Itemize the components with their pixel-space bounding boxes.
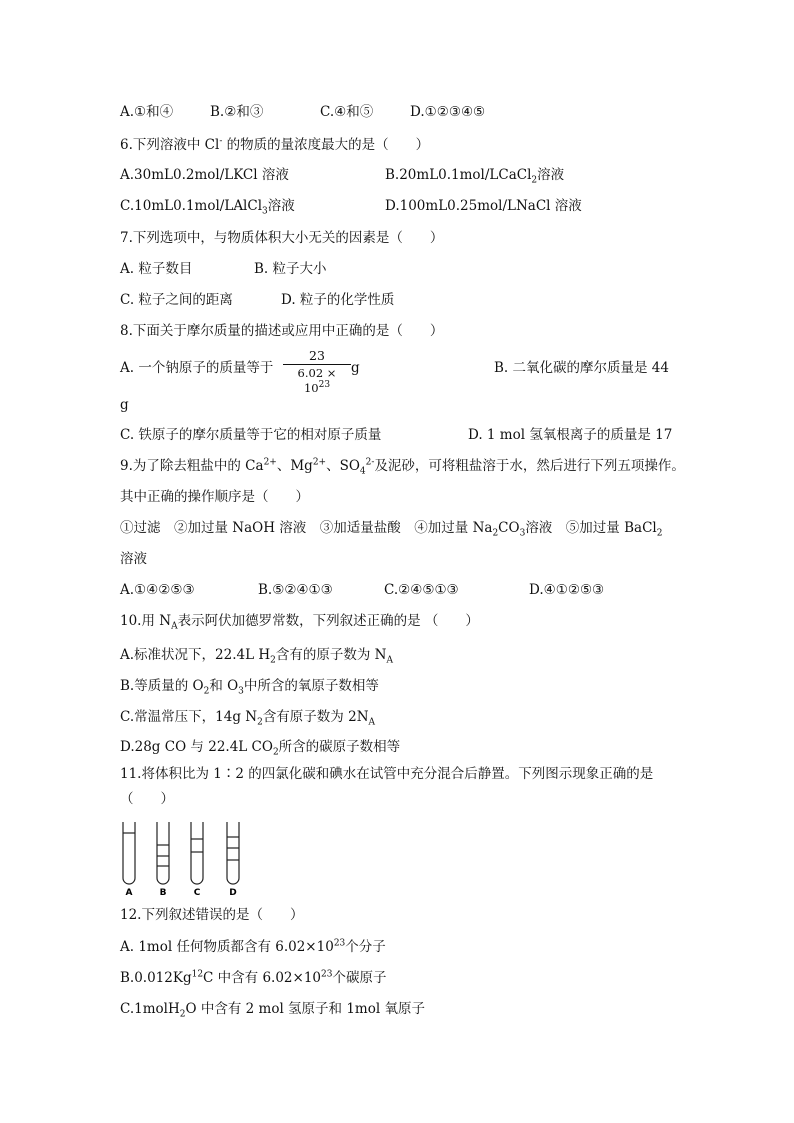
q8-option-a: A. 一个钠原子的质量等于 — [120, 360, 274, 376]
q5-option-c: C.④和⑤ — [320, 104, 374, 120]
q9-option-d: D.④①②⑤③ — [529, 582, 605, 598]
tube-label-d: D — [229, 888, 237, 898]
q8-option-d: D. 1 mol 氢氧根离子的质量是 17 — [468, 427, 673, 443]
q12-option-a: A. 1mol 任何物质都含有 $6.02\times 10^{23}$个分子 — [120, 938, 386, 955]
q8-option-b: B. 二氧化碳的摩尔质量是 44 — [494, 360, 669, 376]
tube-label-c: C — [193, 888, 201, 898]
tube-b — [157, 822, 169, 884]
q5-option-b: B.②和③ — [210, 104, 264, 120]
q9-option-b: B.⑤②④①③ — [258, 582, 333, 598]
q6-option-d: D.100mL0.25mol/LNaCl 溶液 — [385, 198, 582, 214]
q7-option-a: A. 粒子数目 — [120, 261, 193, 277]
q6-stem: 6.下列溶液中 Cl- 的物质的量浓度最大的是（ ） — [120, 136, 430, 153]
q6-option-b: B.20mL0.1mol/LCaCl$_2$溶液 — [385, 167, 565, 186]
q10-option-d: D.28g CO 与 22.4L $CO_2$所含的碳原子数相等 — [120, 739, 401, 758]
q11-test-tube-figure — [116, 820, 256, 898]
q8-option-b-cont: g — [120, 397, 129, 413]
q8-option-a-unit: g — [351, 360, 360, 376]
q9-option-a: A.①④②⑤③ — [120, 582, 195, 598]
q11-stem: 11.将体积比为 1∶2 的四氯化碳和碘水在试管中充分混合后静置。下列图示现象正确的是 — [120, 766, 654, 782]
q10-stem: 10.用 $N_A$表示阿伏加德罗常数，下列叙述正确的是 （ ） — [120, 613, 479, 632]
q11-answer-paren: （ ） — [120, 791, 174, 807]
tube-c — [191, 822, 203, 884]
q12-option-b: B.0.012Kg$^{12}$C 中含有 $6.02\times 10^{23}$个碳原子 — [120, 969, 387, 986]
q5-option-d: D.①②③④⑤ — [410, 104, 486, 120]
q7-option-d: D. 粒子的化学性质 — [281, 292, 395, 308]
tube-label-a: A — [125, 888, 133, 898]
q9-stem-line2: 其中正确的操作顺序是（ ） — [120, 489, 309, 505]
tube-a — [123, 822, 135, 884]
q8-option-c: C. 铁原子的摩尔质量等于它的相对原子质量 — [120, 427, 382, 443]
q12-option-c: C.1molH$_2$O 中含有 2 mol 氢原子和 1mol 氧原子 — [120, 1001, 425, 1020]
q10-option-c: C.常温常压下，14g $N_2$含有原子数为 $2N_A$ — [120, 709, 376, 728]
tube-label-b: B — [159, 888, 167, 898]
tube-d — [227, 822, 239, 884]
q6-option-a: A.30mL0.2mol/LKCl 溶液 — [120, 167, 289, 183]
q8-fraction: 23 $6.02 \times 10^{23}$ — [283, 348, 351, 396]
q7-stem: 7.下列选项中，与物质体积大小无关的因素是（ ） — [120, 230, 444, 246]
q12-stem: 12.下列叙述错误的是（ ） — [120, 907, 304, 923]
q5-option-a: A.①和④ — [120, 104, 174, 120]
q9-option-c: C.②④⑤①③ — [384, 582, 459, 598]
q10-option-b: B.等质量的 $O_2$和 $O_3$中所含的氧原子数相等 — [120, 678, 379, 697]
q7-option-b: B. 粒子大小 — [254, 261, 327, 277]
q9-stem-line1: 9.为了除去粗盐中的 $Ca^{2+}$、$Mg^{2+}$、$SO_4^{2-}$及泥砂，可将粗盐溶于水，然后进行下列五项操作。 — [120, 457, 685, 477]
q8-stem: 8.下面关于摩尔质量的描述或应用中正确的是（ ） — [120, 323, 444, 339]
q9-operations: ①过滤 ②加过量 NaOH 溶液 ③加适量盐酸 ④加过量 $Na_2CO_3$溶液 ⑤加过量 BaCl$_2$ — [120, 520, 663, 539]
q10-option-a: A.标准状况下，22.4L $H_2$含有的原子数为 $N_A$ — [120, 647, 393, 666]
q9-operations-cont: 溶液 — [120, 551, 147, 567]
q6-option-c: C.10mL0.1mol/LAlCl$_3$溶液 — [120, 198, 295, 217]
q7-option-c: C. 粒子之间的距离 — [120, 292, 233, 308]
